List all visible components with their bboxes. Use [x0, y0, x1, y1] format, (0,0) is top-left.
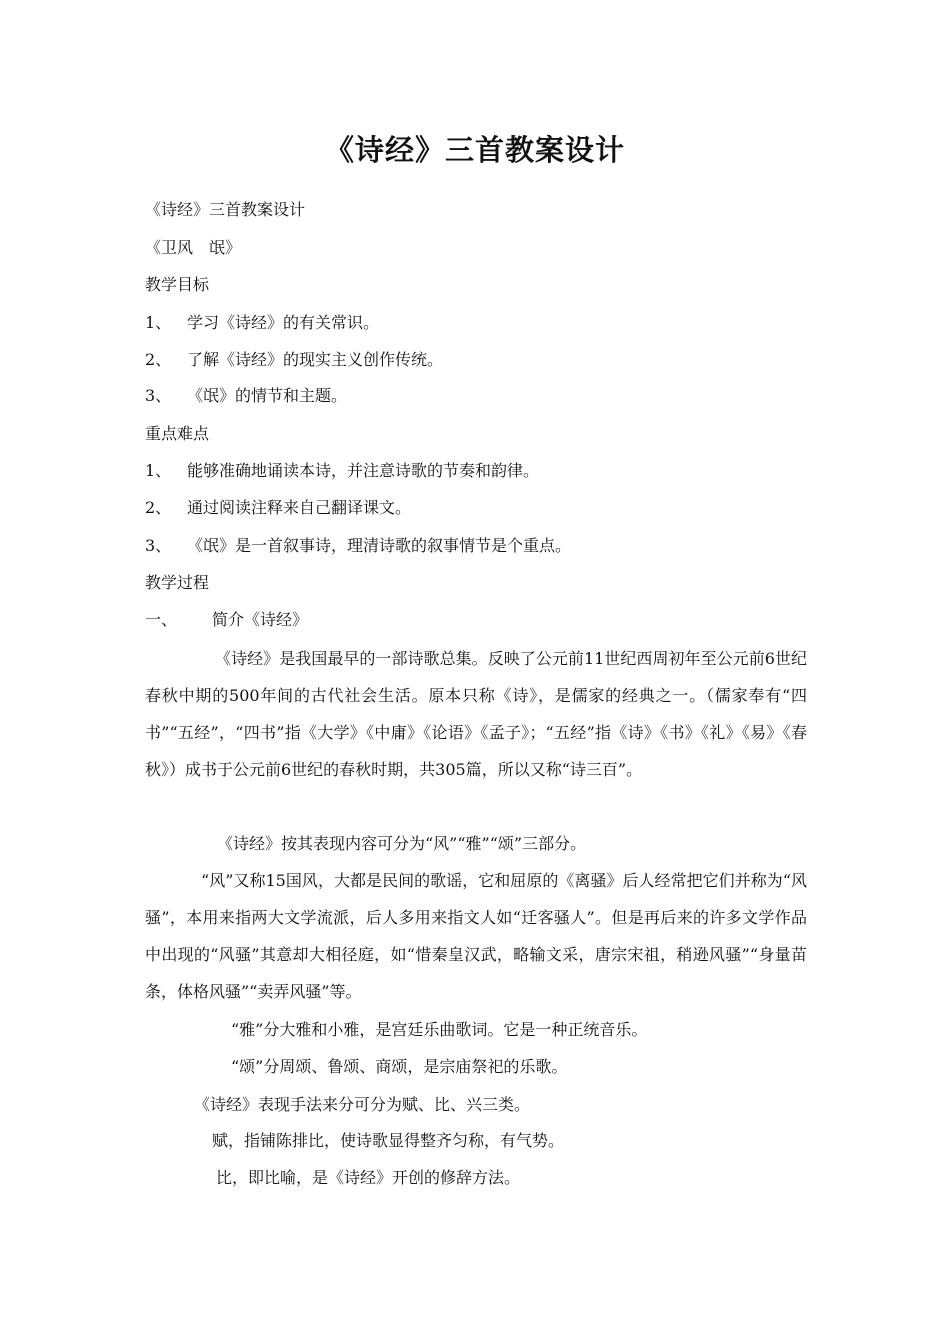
goal-number: 2、: [145, 350, 172, 369]
fu-text: 赋，指铺陈排比，使诗歌显得整齐匀称，有气势。: [212, 1131, 565, 1150]
goal-item: [145, 386, 347, 406]
key-points-heading: 重点难点: [145, 424, 210, 443]
song-text: “颂”分周颂、鲁颂、商颂，是宗庙祭祀的乐歌。: [231, 1057, 568, 1076]
key-point-text: 能够准确地诵读本诗，并注意诗歌的节奏和韵律。: [187, 461, 540, 480]
key-point-item: [145, 498, 411, 518]
techniques-text: 《诗经》表现手法来分可分为赋、比、兴三类。: [194, 1095, 531, 1114]
key-point-number: 1、: [145, 461, 172, 480]
content-paragraph: [145, 862, 807, 1010]
content-paragraph: [145, 1122, 807, 1159]
goal-item: [145, 350, 443, 370]
feng-text: “风”又称15国风，大都是民间的歌谣，它和屈原的《离骚》后人经常把它们并称为“风骚”，本用来指两大文学流派，后人多用来指文人如“迁客骚人”。但是再后来的许多文学作品中出现的“风骚”其意却大相径庭，如“惜秦皇汉武，略输文采，唐宗宋祖，稍逊风骚”“身量苗条，体格风骚”“卖弄风骚”等。: [145, 871, 807, 1001]
intro-paragraph: [145, 640, 807, 788]
content-paragraph: [145, 1011, 807, 1048]
content-paragraph: [145, 1086, 807, 1123]
goal-text: 学习《诗经》的有关常识。: [187, 313, 380, 332]
section-number: 一、: [145, 610, 178, 629]
bi-text: 比，即比喻，是《诗经》开创的修辞方法。: [216, 1168, 521, 1187]
section-title: 简介《诗经》: [212, 610, 309, 629]
key-point-number: 2、: [145, 498, 172, 517]
goal-text: 《氓》的情节和主题。: [187, 386, 348, 405]
ya-text: “雅”分大雅和小雅，是宫廷乐曲歌词。它是一种正统音乐。: [231, 1020, 648, 1039]
categories-text: 《诗经》按其表现内容可分为“风”“雅”“颂”三部分。: [217, 834, 587, 853]
lesson-title: 《卫风 氓》: [145, 238, 242, 257]
key-point-number: 3、: [145, 536, 172, 555]
goals-heading: 教学目标: [145, 275, 210, 294]
process-heading: 教学过程: [145, 573, 210, 592]
section-heading: [145, 610, 308, 630]
document-title: 《诗经》三首教案设计: [324, 133, 625, 167]
content-paragraph: [145, 1048, 807, 1085]
goal-item: [145, 313, 379, 333]
goal-number: 3、: [145, 386, 172, 405]
key-point-item: [145, 461, 539, 481]
content-paragraph: [145, 825, 807, 862]
subtitle-line: 《诗经》三首教案设计: [145, 200, 306, 219]
goal-number: 1、: [145, 313, 172, 332]
intro-text: 《诗经》是我国最早的一部诗歌总集。反映了公元前11世纪西周初年至公元前6世纪春秋中期的500年间的古代社会生活。原本只称《诗》，是儒家的经典之一。（儒家奉有“四书”“五经”，“四书”指《大学》《中庸》《论语》《孟子》；“五经”指《诗》《书》《礼》《易》《春秋》）成书于公元前6世纪的春秋时期，共305篇，所以又称“诗三百”。: [145, 649, 807, 779]
key-point-text: 《氓》是一首叙事诗，理清诗歌的叙事情节是个重点。: [187, 536, 572, 555]
key-point-text: 通过阅读注释来自己翻译课文。: [187, 498, 412, 517]
key-point-item: [145, 536, 571, 556]
goal-text: 了解《诗经》的现实主义创作传统。: [187, 350, 444, 369]
content-paragraph: [145, 1159, 807, 1196]
